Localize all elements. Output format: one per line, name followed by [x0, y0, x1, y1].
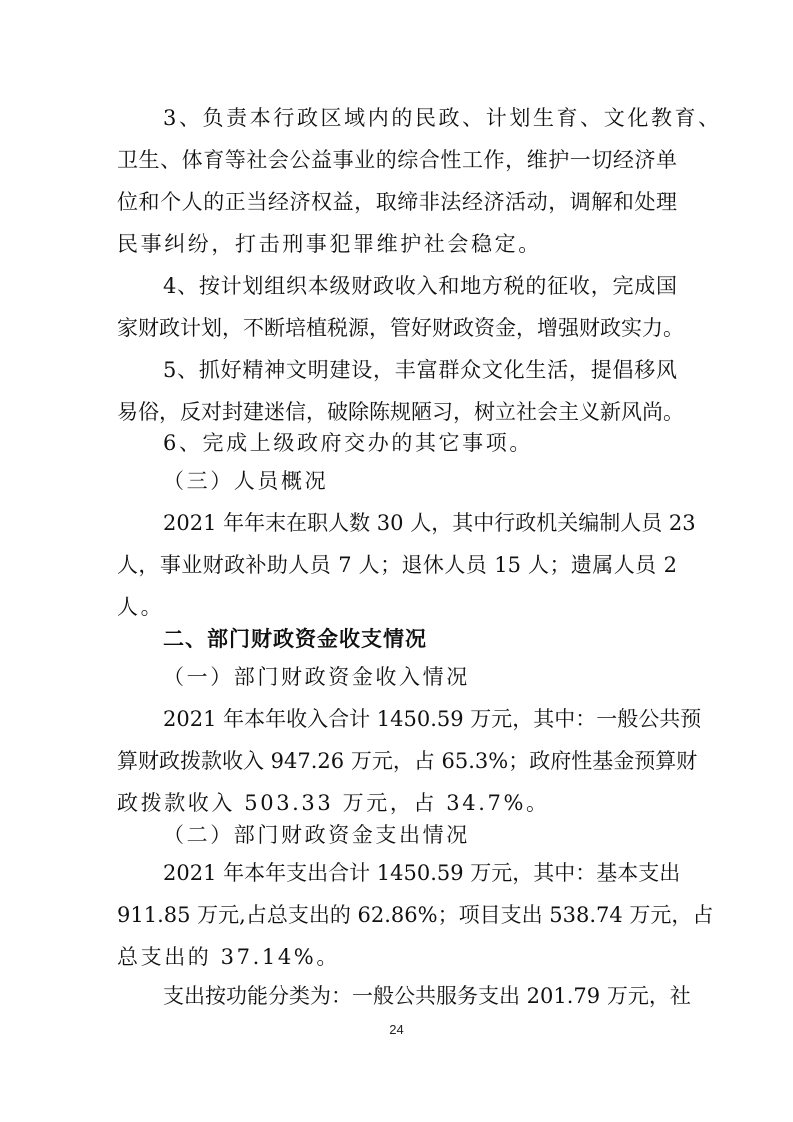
section-subheading: （二）部门财政资金支出情况: [163, 823, 470, 847]
paragraph-line: 6、完成上级政府交办的其它事项。: [163, 431, 533, 455]
paragraph-line: 易俗，反对封建迷信，破除陈规陋习，树立社会主义新风尚。: [117, 400, 684, 424]
section-subheading: （三）人员概况: [163, 469, 329, 493]
paragraph-line: 人，事业财政补助人员 7 人；退休人员 15 人；遗属人员 2: [117, 553, 677, 577]
paragraph-line: 2021 年年末在职人数 30 人，其中行政机关编制人员 23: [163, 511, 696, 535]
paragraph-line: 911.85 万元,占总支出的 62.86%；项目支出 538.74 万元，占: [117, 903, 714, 927]
page-number: 24: [389, 1022, 404, 1037]
paragraph-line: 卫生、体育等社会公益事业的综合性工作，维护一切经济单: [117, 148, 677, 172]
paragraph-line: 3、负责本行政区域内的民政、计划生育、文化教育、: [163, 106, 722, 130]
section-heading: 二、部门财政资金收支情况: [163, 627, 427, 651]
paragraph-line: 政拨款收入 503.33 万元，占 34.7%。: [117, 791, 550, 815]
paragraph-line: 总支出的 37.14%。: [117, 945, 340, 969]
paragraph-line: 人。: [117, 595, 165, 619]
paragraph-line: 4、按计划组织本级财政收入和地方税的征收，完成国: [163, 274, 677, 298]
paragraph-line: 支出按功能分类为：一般公共服务支出 201.79 万元，社: [163, 984, 691, 1008]
paragraph-line: 2021 年本年支出合计 1450.59 万元，其中：基本支出: [163, 861, 681, 885]
paragraph-line: 2021 年本年收入合计 1450.59 万元，其中：一般公共预: [163, 707, 702, 731]
paragraph-line: 5、抓好精神文明建设，丰富群众文化生活，提倡移风: [163, 358, 677, 382]
paragraph-line: 算财政拨款收入 947.26 万元，占 65.3%；政府性基金预算财: [117, 749, 698, 773]
paragraph-line: 民事纠纷，打击刑事犯罪维护社会稳定。: [117, 232, 542, 256]
paragraph-line: 位和个人的正当经济权益，取缔非法经济活动，调解和处理: [117, 190, 677, 214]
section-subheading: （一）部门财政资金收入情况: [163, 665, 470, 689]
paragraph-line: 家财政计划，不断培植税源，管好财政资金，增强财政实力。: [117, 316, 684, 340]
